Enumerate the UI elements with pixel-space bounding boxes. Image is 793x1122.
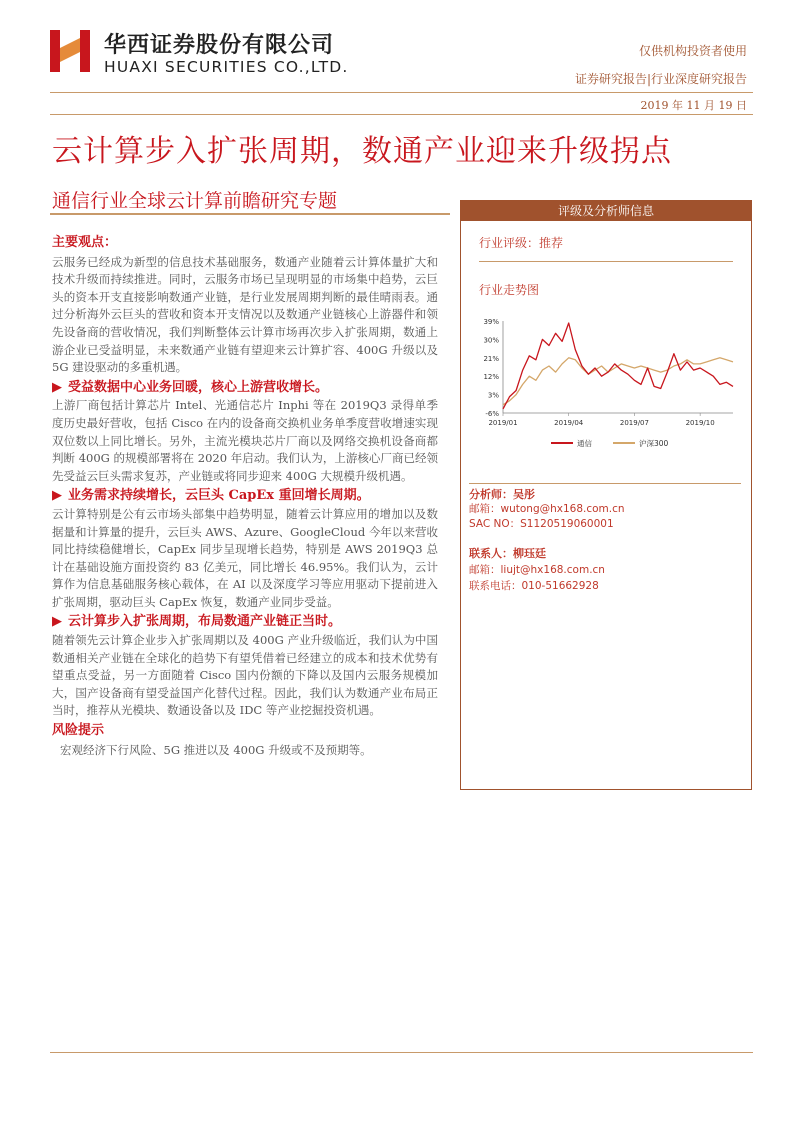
chart-series bbox=[503, 323, 733, 409]
legend-label: 通信 bbox=[577, 439, 592, 448]
triangle-bullet-icon: ▶ bbox=[52, 488, 62, 504]
x-axis-ticks bbox=[488, 413, 714, 427]
key-points-heading: 主要观点： bbox=[52, 235, 118, 250]
series-line-1 bbox=[503, 358, 733, 405]
huaxi-logo-icon bbox=[50, 28, 90, 74]
bullet-heading: ▶ 云计算步入扩张周期，布局数通产业链正当时。 bbox=[52, 614, 342, 630]
x-tick-label: 2019/07 bbox=[619, 419, 649, 427]
triangle-bullet-icon: ▶ bbox=[52, 379, 62, 395]
x-tick-label: 2019/01 bbox=[488, 419, 518, 427]
trend-chart-label: 行业走势图 bbox=[479, 283, 540, 297]
intro-paragraph: 云服务已经成为新型的信息技术基础服务，数通产业随着云计算体量扩大和技术升级而持续推进。同时，云服务市场已呈现明显的市场集中趋势，云巨头的资本开支直接影响数通产业链，是行业发展周期判断的最佳晴雨表。通过分析海外云巨头的营收和资本开支情况以及数通产业链核心上游器件和领先设备商的营收情况，我们判断整体云计算市场再次步入扩张周期，数通上游企业已受益明显，未来数通产业链有望迎来云计算扩容、400G 升级以及 5G 建设驱动的多重机遇。 bbox=[52, 254, 438, 375]
contact-phone: 联系电话：010-51662928 bbox=[469, 580, 599, 592]
y-tick-label: 30% bbox=[483, 336, 499, 345]
y-tick-label: 12% bbox=[483, 373, 499, 382]
chart-legend bbox=[551, 438, 669, 448]
company-name-cn: 华西证券股份有限公司 bbox=[104, 33, 335, 58]
analyst-name: 分析师：吴彤 bbox=[469, 488, 535, 501]
subtitle-divider bbox=[50, 213, 450, 215]
x-tick-label: 2019/04 bbox=[554, 419, 584, 427]
y-tick-label: 3% bbox=[487, 391, 499, 400]
y-tick-label: 21% bbox=[483, 354, 499, 363]
bullet-paragraph: 随着领先云计算企业步入扩张周期以及 400G 产业升级临近，我们认为中国数通相关产业链在全球化的趋势下有望凭借着已经建立的成本和技术优势有望重点受益，另一方面随着 Cisco 国内份额的下降以及国内云服务规模加大，国产设备商有望受益国产化替代过程。因此，我们认为数通产业布局正当时，推荐从光模块、数通设备以及 IDC 等产业挖掘投资机遇。 bbox=[52, 633, 438, 718]
report-type: 证券研究报告|行业深度研究报告 bbox=[574, 72, 747, 86]
contact-name: 联系人：柳珏廷 bbox=[469, 547, 546, 560]
risk-paragraph: 宏观经济下行风险、5G 推进以及 400G 升级或不及预期等。 bbox=[60, 742, 372, 757]
analyst-info-panel bbox=[460, 200, 752, 790]
footer-divider bbox=[50, 1052, 753, 1053]
bullet-paragraph: 云计算特别是公有云市场头部集中趋势明显，随着云计算应用的增加以及数据量和计算量的提升，云巨头 AWS、Azure、GoogleCloud 今年以来营收同比持续稳健增长，CapEx 同步呈现增长趋势，特别是 AWS 2019Q3 总计在基础设施方面投资约 83 亿美元，同比增长 46.95%。我们认为，云计算作为信息基础服务核心载体，在 AI 以及深度学习等应用驱动下提前进入扩张周期，驱动巨头 CapEx 恢复，数通产业同步受益。 bbox=[52, 506, 438, 609]
header-divider bbox=[50, 92, 753, 93]
risk-heading: 风险提示 bbox=[52, 723, 105, 739]
panel-divider bbox=[469, 483, 741, 484]
company-name-en: HUAXI SECURITIES CO.,LTD. bbox=[104, 58, 349, 76]
report-date: 2019 年 11 月 19 日 bbox=[640, 99, 747, 112]
y-tick-label: -6% bbox=[485, 410, 499, 418]
industry-trend-chart bbox=[471, 313, 741, 463]
x-tick-label: 2019/10 bbox=[685, 419, 715, 427]
legend-label: 沪深300 bbox=[639, 439, 669, 448]
bullet-heading: ▶ 业务需求持续增长，云巨头 CapEx 重回增长周期。 bbox=[52, 488, 370, 504]
bullet-paragraph: 上游厂商包括计算芯片 Intel、光通信芯片 Inphi 等在 2019Q3 录得单季度历史最好营收，包括 Cisco 在内的设备商交换机业务单季度营收增速实现双位数以上同比增长。另外，主流光模块芯片厂商以及网络交换机设备商都判断 400G 的规模部署将在 2020 年启动。我们认为，上游核心厂商已经领先受益云巨头需求复苏，产业链或将同步迎来 400G 大规模升级机遇。 bbox=[52, 398, 438, 483]
main-content bbox=[52, 234, 438, 759]
analyst-sac-no: SAC NO：S1120519060001 bbox=[469, 518, 614, 530]
triangle-bullet-icon: ▶ bbox=[52, 614, 62, 630]
y-axis-ticks bbox=[483, 318, 499, 418]
panel-header: 评级及分析师信息 bbox=[461, 201, 751, 221]
industry-rating: 行业评级：推荐 bbox=[479, 236, 564, 250]
panel-divider bbox=[479, 261, 733, 262]
analyst-email[interactable]: 邮箱：wutong@hx168.com.cn bbox=[469, 503, 625, 515]
bullet-heading: ▶ 受益数据中心业务回暖，核心上游营收增长。 bbox=[52, 379, 329, 395]
audience-note: 仅供机构投资者使用 bbox=[638, 44, 747, 58]
y-tick-label: 39% bbox=[483, 318, 499, 326]
contact-email[interactable]: 邮箱：liujt@hx168.com.cn bbox=[469, 564, 605, 576]
header-divider bbox=[50, 114, 753, 115]
page-subtitle: 通信行业全球云计算前瞻研究专题 bbox=[52, 190, 338, 212]
page-title: 云计算步入扩张周期，数通产业迎来升级拐点 bbox=[52, 134, 672, 169]
